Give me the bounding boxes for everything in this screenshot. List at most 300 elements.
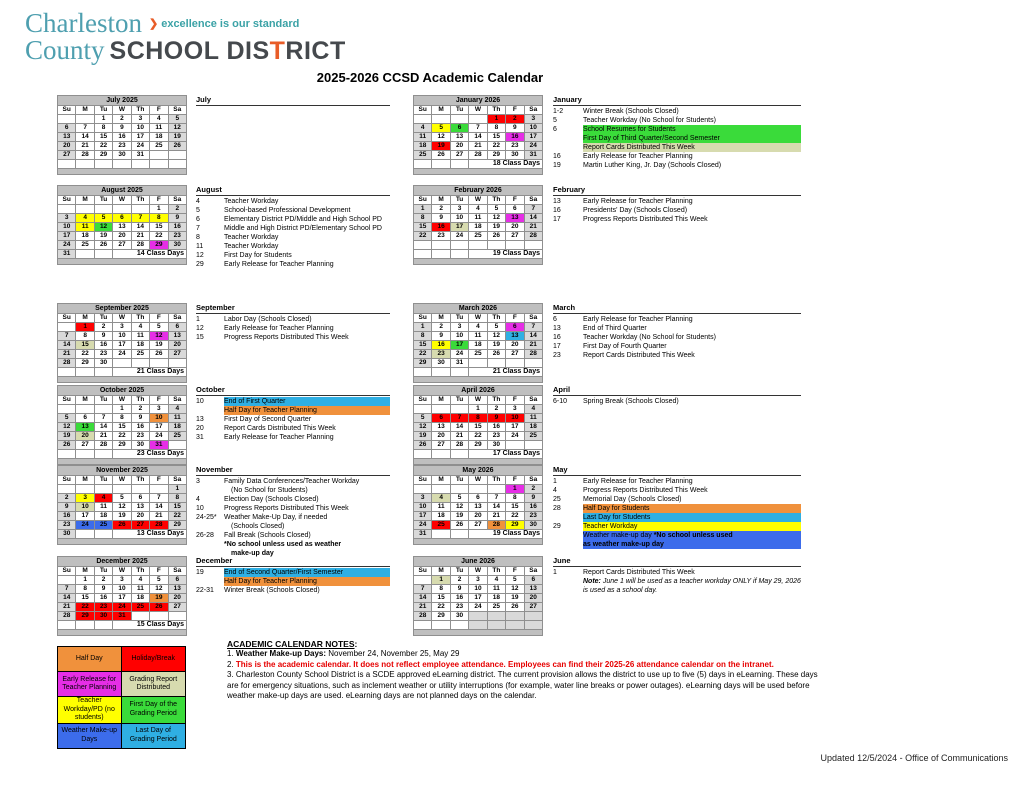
date-cell: 26 (432, 151, 450, 160)
date-cell: 2 (506, 115, 524, 124)
date-cell: 6 (450, 124, 468, 133)
empty-cell (450, 241, 468, 250)
date-cell: 16 (450, 594, 468, 603)
note-text: Early Release for Teacher Planning (224, 325, 334, 332)
month-notes-january (553, 95, 801, 170)
note-item (553, 197, 801, 206)
academic-note-item (227, 660, 819, 670)
empty-cell (506, 621, 524, 630)
weekday-header: W (113, 196, 131, 205)
date-cell: 10 (113, 332, 131, 341)
date-cell: 19 (150, 341, 168, 350)
date-cell: 19 (58, 432, 76, 441)
weekday-header: Su (414, 396, 432, 405)
note-item (196, 333, 390, 342)
date-cell: 17 (113, 594, 131, 603)
date-cell: 18 (524, 423, 542, 432)
date-cell: 3 (113, 323, 131, 332)
date-cell: 29 (414, 359, 432, 368)
date-cell: 4 (487, 576, 505, 585)
note-text: Family Data Conferences/Teacher Workday (224, 478, 360, 485)
legend-item: Early Release for Teacher Planning (58, 672, 122, 697)
calendar-month-title: October 2025 (58, 386, 187, 396)
note-text: Early Release for Teacher Planning (583, 153, 693, 160)
note-text: *No school unless used as weather (224, 541, 342, 548)
date-cell: 13 (469, 503, 487, 512)
note-item (553, 486, 801, 495)
note-date: 17 (553, 343, 561, 350)
date-cell: 2 (94, 576, 112, 585)
date-cell: 1 (150, 205, 168, 214)
date-cell: 8 (113, 414, 131, 423)
date-cell: 8 (150, 214, 168, 223)
legend-item: Grading Report Distributed (121, 672, 186, 697)
date-cell: 27 (76, 441, 94, 450)
month-block-january (413, 95, 543, 175)
date-cell: 12 (487, 332, 505, 341)
weekday-header: M (432, 476, 450, 485)
date-cell: 17 (450, 341, 468, 350)
date-cell: 5 (58, 414, 76, 423)
empty-cell (113, 485, 131, 494)
date-cell: 2 (450, 576, 468, 585)
date-cell: 4 (76, 214, 94, 223)
date-cell: 2 (432, 323, 450, 332)
weekday-header: W (469, 567, 487, 576)
date-cell: 14 (414, 594, 432, 603)
empty-cell (58, 115, 76, 124)
date-cell: 14 (150, 503, 168, 512)
empty-cell (450, 485, 468, 494)
date-cell: 12 (506, 585, 524, 594)
date-cell: 22 (94, 142, 112, 151)
weekday-header: Sa (524, 314, 542, 323)
note-item (553, 397, 801, 406)
date-cell: 26 (113, 521, 131, 530)
calendar-month-title: December 2025 (58, 557, 187, 567)
note-item (196, 424, 390, 433)
date-cell: 5 (432, 124, 450, 133)
date-cell: 3 (131, 115, 149, 124)
date-cell: 3 (450, 323, 468, 332)
note-item (196, 315, 390, 324)
date-cell: 26 (168, 142, 186, 151)
legend-row (58, 647, 186, 672)
date-cell: 9 (432, 332, 450, 341)
date-cell: 14 (524, 332, 542, 341)
date-cell: 6 (168, 323, 186, 332)
date-cell: 10 (450, 214, 468, 223)
empty-cell (94, 160, 112, 169)
calendar-footer-bar (414, 259, 543, 265)
note-item (196, 324, 390, 333)
calendar-month-title: May 2026 (414, 466, 543, 476)
empty-cell (76, 160, 94, 169)
date-cell: 25 (76, 241, 94, 250)
date-cell: 19 (450, 512, 468, 521)
note-text: Report Cards Distributed This Week (583, 569, 695, 576)
note-text: Winter Break (Schools Closed) (583, 108, 679, 115)
empty-cell (76, 621, 94, 630)
date-cell: 20 (113, 232, 131, 241)
date-cell: 22 (113, 432, 131, 441)
empty-cell (450, 530, 468, 539)
month-notes-december (196, 556, 390, 595)
date-cell: 11 (487, 585, 505, 594)
date-cell: 11 (432, 503, 450, 512)
month-block-april (413, 385, 543, 465)
class-days-count: 17 Class Days (469, 450, 543, 459)
month-notes-february (553, 185, 801, 224)
empty-cell (450, 115, 468, 124)
empty-cell (131, 612, 149, 621)
weekday-header: Th (131, 314, 149, 323)
date-cell: 27 (469, 521, 487, 530)
empty-cell (131, 205, 149, 214)
weekday-header: Su (58, 106, 76, 115)
note-item (553, 206, 801, 215)
note-date: 17 (553, 216, 561, 223)
date-cell: 24 (524, 142, 542, 151)
empty-cell (131, 160, 149, 169)
date-cell: 8 (168, 494, 186, 503)
empty-cell (450, 450, 468, 459)
weekday-header: Sa (168, 106, 186, 115)
weekday-header: W (469, 396, 487, 405)
date-cell: 13 (524, 585, 542, 594)
weekday-header: F (506, 314, 524, 323)
note-item (553, 531, 801, 540)
date-cell: 28 (76, 151, 94, 160)
note-date: 7 (196, 225, 200, 232)
weekday-header: Th (487, 106, 505, 115)
note-item (553, 134, 801, 143)
date-cell: 10 (450, 332, 468, 341)
note-date: 29 (553, 523, 561, 530)
weekday-header: M (76, 567, 94, 576)
weekday-header: Sa (524, 476, 542, 485)
note-text (583, 531, 801, 540)
date-cell: 17 (414, 512, 432, 521)
note-text: First Day for Students (224, 252, 292, 259)
note-text: (No School for Students) (231, 487, 308, 494)
empty-cell (414, 368, 432, 377)
note-date: 19 (553, 162, 561, 169)
note-item (553, 116, 801, 125)
date-cell: 1 (113, 405, 131, 414)
date-cell: 16 (432, 223, 450, 232)
date-cell: 29 (168, 521, 186, 530)
date-cell: 24 (150, 432, 168, 441)
date-cell: 30 (524, 521, 542, 530)
date-cell: 25 (168, 432, 186, 441)
note-text: Progress Reports Distributed This Week (583, 216, 708, 223)
date-cell: 5 (450, 494, 468, 503)
note-date: 6 (196, 216, 200, 223)
weekday-header: M (432, 106, 450, 115)
date-cell: 6 (506, 323, 524, 332)
note-text: School-based Professional Development (224, 207, 351, 214)
note-date: 13 (553, 325, 561, 332)
legend-item: Weather Make-up Days (58, 723, 122, 748)
note-date (553, 586, 583, 595)
date-cell: 14 (131, 223, 149, 232)
empty-cell (450, 405, 468, 414)
date-cell: 11 (168, 414, 186, 423)
weekday-header: F (506, 396, 524, 405)
note-date: 22-31 (196, 587, 214, 594)
date-cell: 14 (487, 503, 505, 512)
date-cell: 11 (524, 414, 542, 423)
note-date (553, 577, 583, 586)
date-cell: 30 (432, 359, 450, 368)
date-cell: 7 (76, 124, 94, 133)
empty-cell (487, 359, 505, 368)
empty-cell (168, 612, 186, 621)
empty-cell (432, 405, 450, 414)
empty-cell (168, 160, 186, 169)
legend-item: Last Day of Grading Period (121, 723, 186, 748)
date-cell: 28 (131, 241, 149, 250)
class-days-count: 21 Class Days (469, 368, 543, 377)
weekday-header: W (113, 476, 131, 485)
logo-school-district: SCHOOL DISTRICT (109, 37, 346, 65)
weekday-header: Su (58, 396, 76, 405)
note-item (553, 351, 801, 360)
note-text: Winter Break (Schools Closed) (224, 587, 320, 594)
weekday-header: Th (487, 396, 505, 405)
empty-cell (76, 530, 94, 539)
month-notes-july (196, 95, 390, 107)
date-cell: 9 (524, 494, 542, 503)
month-notes-october (196, 385, 390, 442)
legend-item: Teacher Workday/PD (no students) (58, 697, 122, 724)
date-cell: 9 (113, 124, 131, 133)
empty-cell (506, 241, 524, 250)
date-cell: 18 (487, 594, 505, 603)
note-item (196, 251, 390, 260)
date-cell: 11 (469, 332, 487, 341)
date-cell: 28 (94, 441, 112, 450)
date-cell: 4 (131, 323, 149, 332)
date-cell: 21 (131, 232, 149, 241)
month-block-october (57, 385, 187, 465)
weekday-header: Th (487, 314, 505, 323)
weekday-header: M (76, 396, 94, 405)
note-text: Election Day (Schools Closed) (224, 496, 319, 503)
date-cell: 27 (168, 603, 186, 612)
date-cell: 26 (506, 603, 524, 612)
calendar-month-title: February 2026 (414, 186, 543, 196)
date-cell: 7 (524, 323, 542, 332)
weekday-header: Tu (450, 314, 468, 323)
note-date: 29 (196, 261, 204, 268)
date-cell: 2 (487, 405, 505, 414)
month-notes-header: January (553, 95, 801, 106)
note-date: 12 (196, 325, 204, 332)
date-cell: 3 (58, 214, 76, 223)
date-cell: 5 (113, 494, 131, 503)
note-item (196, 397, 390, 406)
empty-cell (414, 621, 432, 630)
weekday-header: Sa (168, 196, 186, 205)
date-cell: 2 (432, 205, 450, 214)
date-cell: 5 (150, 576, 168, 585)
date-cell: 20 (168, 594, 186, 603)
note-date: 4 (553, 487, 557, 494)
note-date: 5 (553, 117, 557, 124)
date-cell: 27 (113, 241, 131, 250)
legend-item: Holiday/Break (121, 647, 186, 672)
date-cell: 3 (76, 494, 94, 503)
date-cell: 16 (506, 133, 524, 142)
calendar-footer-bar (414, 630, 543, 636)
date-cell: 15 (150, 223, 168, 232)
calendar-january (413, 95, 543, 175)
month-notes-header: April (553, 385, 801, 396)
date-cell: 29 (469, 441, 487, 450)
month-notes-september (196, 303, 390, 342)
note-item (553, 152, 801, 161)
date-cell: 22 (432, 603, 450, 612)
date-cell: 25 (150, 142, 168, 151)
date-cell: 25 (469, 232, 487, 241)
date-cell: 2 (168, 205, 186, 214)
logo-county: County (25, 35, 105, 65)
note-item (553, 540, 801, 549)
empty-cell (432, 368, 450, 377)
date-cell: 28 (150, 521, 168, 530)
date-cell: 18 (76, 232, 94, 241)
month-block-november (57, 465, 187, 545)
empty-cell (76, 450, 94, 459)
date-cell: 21 (414, 603, 432, 612)
empty-cell (131, 485, 149, 494)
date-cell: 20 (469, 512, 487, 521)
empty-cell (150, 612, 168, 621)
academic-note-part: November 24, November 25, May 29 (326, 649, 460, 659)
note-item (196, 197, 390, 206)
month-notes-header: March (553, 303, 801, 314)
date-cell: 11 (94, 503, 112, 512)
empty-cell (524, 621, 542, 630)
date-cell: 17 (524, 133, 542, 142)
note-date: 8 (196, 234, 200, 241)
date-cell: 19 (113, 512, 131, 521)
date-cell: 9 (432, 214, 450, 223)
calendar-april (413, 385, 543, 465)
date-cell: 10 (414, 503, 432, 512)
empty-cell (58, 205, 76, 214)
note-text: Early Release for Teacher Planning (583, 478, 693, 485)
calendar-may (413, 465, 543, 545)
empty-cell (414, 160, 432, 169)
weekday-header: Sa (524, 196, 542, 205)
empty-cell (131, 359, 149, 368)
date-cell: 22 (414, 232, 432, 241)
weekday-header: W (469, 314, 487, 323)
date-cell: 18 (414, 142, 432, 151)
date-cell: 2 (131, 405, 149, 414)
footer-updated: Updated 12/5/2024 - Office of Communications (820, 753, 1008, 763)
note-text: Teacher Workday (224, 243, 279, 250)
date-cell: 13 (506, 214, 524, 223)
date-cell: 31 (450, 359, 468, 368)
note-date: 1 (553, 569, 557, 576)
note-date: 23 (553, 352, 561, 359)
date-cell: 2 (113, 115, 131, 124)
note-date: 16 (553, 334, 561, 341)
month-notes-header: September (196, 303, 390, 314)
date-cell: 30 (94, 359, 112, 368)
weekday-header: Th (131, 476, 149, 485)
empty-cell (76, 205, 94, 214)
date-cell: 8 (76, 585, 94, 594)
date-cell: 21 (469, 142, 487, 151)
date-cell: 23 (432, 350, 450, 359)
note-item (553, 568, 801, 577)
date-cell: 1 (94, 115, 112, 124)
calendar-month-title: September 2025 (58, 304, 187, 314)
date-cell: 7 (58, 332, 76, 341)
date-cell: 14 (524, 214, 542, 223)
calendar-september (57, 303, 187, 383)
date-cell: 6 (524, 576, 542, 585)
note-date (553, 143, 583, 152)
note-date: 6 (553, 126, 557, 133)
date-cell: 8 (487, 124, 505, 133)
month-notes-june (553, 556, 801, 595)
date-cell: 21 (76, 142, 94, 151)
date-cell: 19 (168, 133, 186, 142)
date-cell: 13 (113, 223, 131, 232)
calendar-february (413, 185, 543, 265)
note-item (553, 586, 801, 595)
date-cell: 4 (524, 405, 542, 414)
date-cell: 25 (94, 521, 112, 530)
empty-cell (414, 241, 432, 250)
date-cell: 21 (94, 432, 112, 441)
date-cell: 10 (131, 124, 149, 133)
empty-cell (414, 115, 432, 124)
class-days-count: 19 Class Days (469, 530, 543, 539)
date-cell: 13 (76, 423, 94, 432)
date-cell: 26 (450, 521, 468, 530)
note-item (196, 531, 390, 540)
date-cell: 23 (94, 603, 112, 612)
note-date: 5 (196, 207, 200, 214)
date-cell: 25 (487, 603, 505, 612)
date-cell: 31 (524, 151, 542, 160)
date-cell: 22 (469, 432, 487, 441)
date-cell: 10 (506, 414, 524, 423)
note-text: Early Release for Teacher Planning (224, 261, 334, 268)
date-cell: 23 (487, 432, 505, 441)
note-item (196, 433, 390, 442)
date-cell: 14 (58, 341, 76, 350)
date-cell: 23 (168, 232, 186, 241)
date-cell: 7 (150, 494, 168, 503)
date-cell: 11 (469, 214, 487, 223)
date-cell: 19 (150, 594, 168, 603)
calendar-august (57, 185, 187, 265)
empty-cell (58, 323, 76, 332)
date-cell: 29 (113, 441, 131, 450)
date-cell: 29 (506, 521, 524, 530)
month-block-december (57, 556, 187, 636)
date-cell: 20 (58, 142, 76, 151)
empty-cell (76, 115, 94, 124)
